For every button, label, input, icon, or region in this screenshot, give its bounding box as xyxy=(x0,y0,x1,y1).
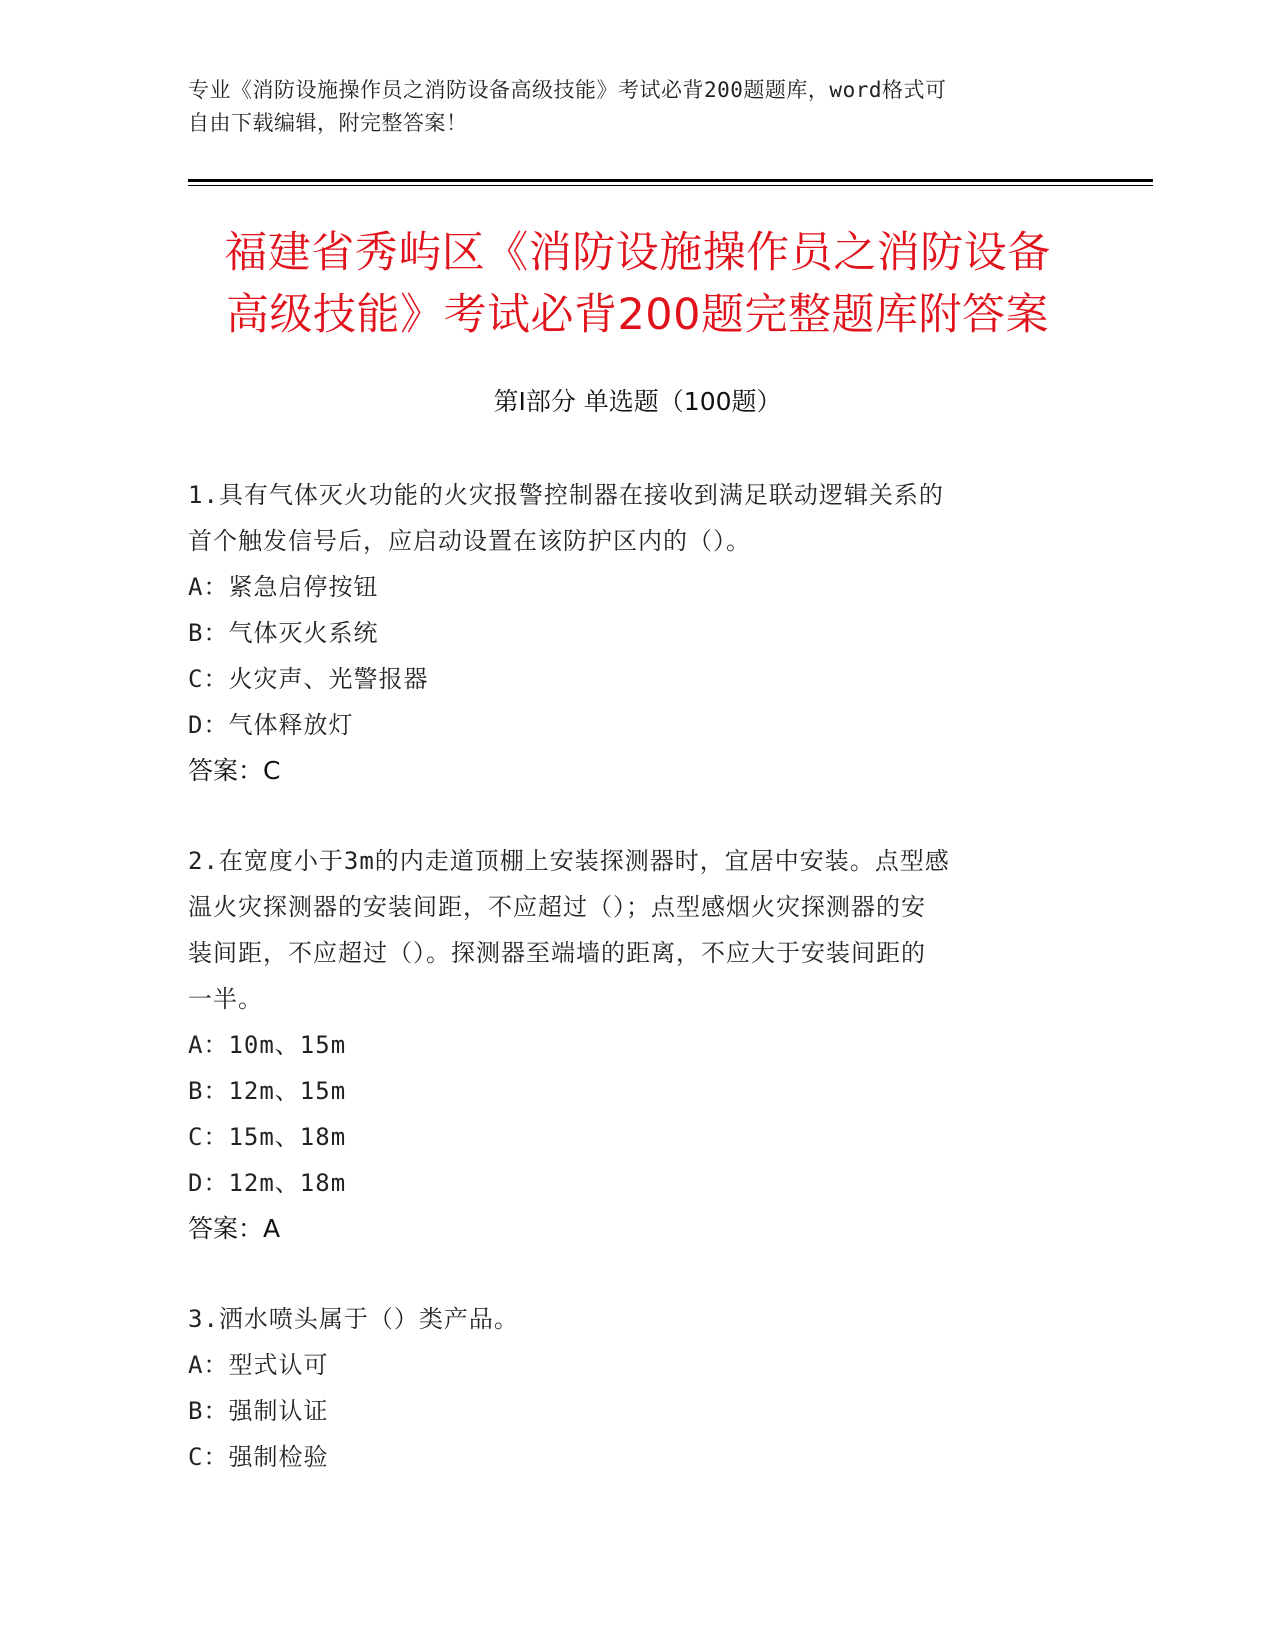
option-c: C：火灾声、光警报器 xyxy=(188,665,429,693)
option-d: D：气体释放灯 xyxy=(188,711,354,739)
document-title xyxy=(170,222,1105,346)
question-2 xyxy=(188,838,1088,1252)
question-3 xyxy=(188,1296,1088,1480)
option-b: B：气体灭火系统 xyxy=(188,619,379,647)
header-note-line: 自由下载编辑，附完整答案！ xyxy=(188,111,468,135)
option-a: A：紧急启停按钮 xyxy=(188,573,379,601)
question-1 xyxy=(188,472,1088,794)
question-stem: 温火灾探测器的安装间距，不应超过（）；点型感烟火灾探测器的安 xyxy=(188,893,926,921)
question-stem: 1.具有气体灭火功能的火灾报警控制器在接收到满足联动逻辑关系的 xyxy=(188,481,944,509)
question-stem: 3.洒水喷头属于（）类产品。 xyxy=(188,1305,519,1333)
title-line: 高级技能》考试必背200题完整题库附答案 xyxy=(225,290,1050,340)
question-gap xyxy=(188,794,1088,838)
section-title: 第Ⅰ部分 单选题（100题） xyxy=(493,387,782,416)
answer-label: 答案：C xyxy=(188,756,281,785)
header-divider-thick xyxy=(188,179,1153,182)
header-note-line: 专业《消防设施操作员之消防设备高级技能》考试必背200题题库，word格式可 xyxy=(188,78,947,102)
question-stem: 一半。 xyxy=(188,985,263,1013)
question-gap xyxy=(188,1252,1088,1296)
question-stem: 2.在宽度小于3m的内走道顶棚上安装探测器时，宜居中安装。点型感 xyxy=(188,847,950,875)
option-a: A：型式认可 xyxy=(188,1351,329,1379)
header-note xyxy=(188,74,1088,140)
option-c: C：15m、18m xyxy=(188,1123,347,1151)
question-list xyxy=(188,472,1088,1480)
option-b: B：12m、15m xyxy=(188,1077,347,1105)
header-divider-thin xyxy=(188,185,1153,186)
title-line: 福建省秀屿区《消防设施操作员之消防设备 xyxy=(224,228,1051,278)
option-d: D：12m、18m xyxy=(188,1169,347,1197)
question-stem: 装间距，不应超过（）。探测器至端墙的距离，不应大于安装间距的 xyxy=(188,939,926,967)
answer-label: 答案：A xyxy=(188,1214,281,1243)
option-c: C：强制检验 xyxy=(188,1443,329,1471)
question-stem: 首个触发信号后，应启动设置在该防护区内的（）。 xyxy=(188,527,751,555)
option-b: B：强制认证 xyxy=(188,1397,329,1425)
option-a: A：10m、15m xyxy=(188,1031,347,1059)
